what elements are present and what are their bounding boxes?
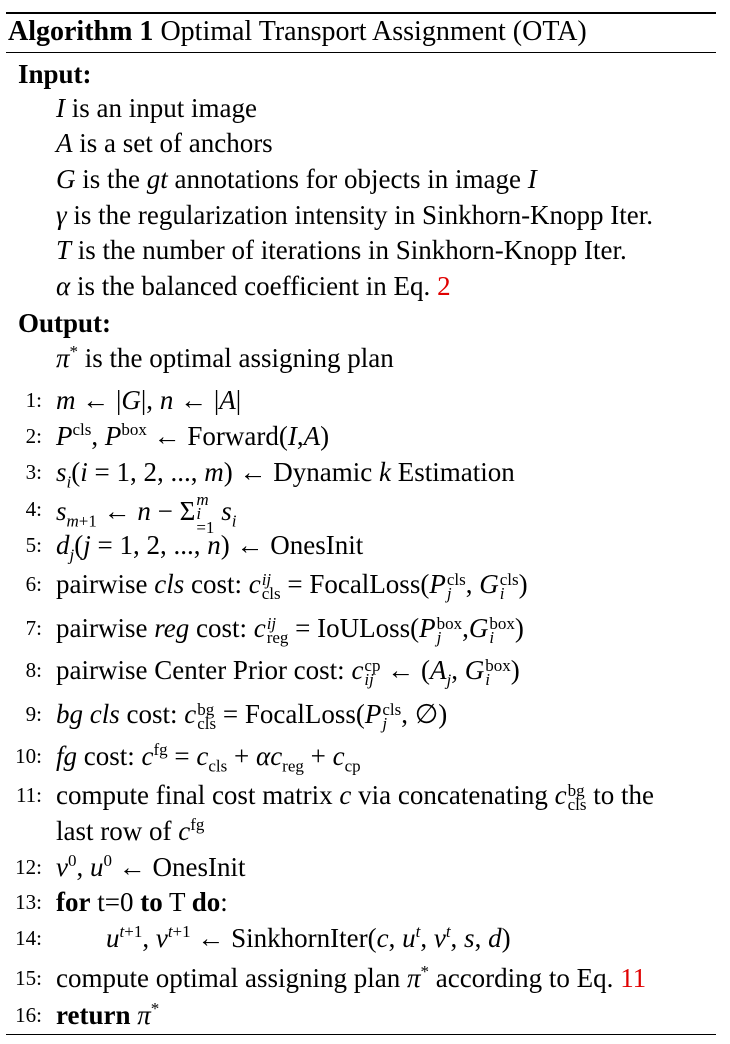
output-heading: Output: — [18, 308, 112, 338]
eq-ref-11[interactable]: 11 — [620, 963, 647, 993]
input-item-alpha: α is the balanced coefficient in Eq. 2 — [56, 271, 451, 301]
algorithm-label: Algorithm 1 — [8, 16, 154, 47]
input-heading: Input: — [18, 59, 92, 89]
step-11-continued: last row of $c^{fg}$ — [56, 815, 205, 846]
input-item-gt: G is the gt annotations for objects in image I — [56, 164, 537, 194]
input-item-gamma: γ is the regularization intensity in Sinkhorn-Knopp Iter. — [56, 200, 654, 230]
top-rule — [6, 12, 716, 14]
eq-ref-2[interactable]: 2 — [437, 271, 451, 301]
bottom-rule — [6, 1034, 716, 1035]
algorithm-caption — [8, 16, 587, 48]
algorithm-title: Optimal Transport Assignment (OTA) — [160, 16, 587, 47]
output-item-plan: π* is the optimal assigning plan — [56, 342, 394, 373]
input-item-anchors: A is a set of anchors — [56, 128, 273, 158]
input-item-image: I is an input image — [56, 93, 257, 123]
input-item-t: T is the number of iterations in Sinkhorn-Knopp Iter. — [56, 235, 627, 265]
caption-rule — [6, 52, 716, 53]
